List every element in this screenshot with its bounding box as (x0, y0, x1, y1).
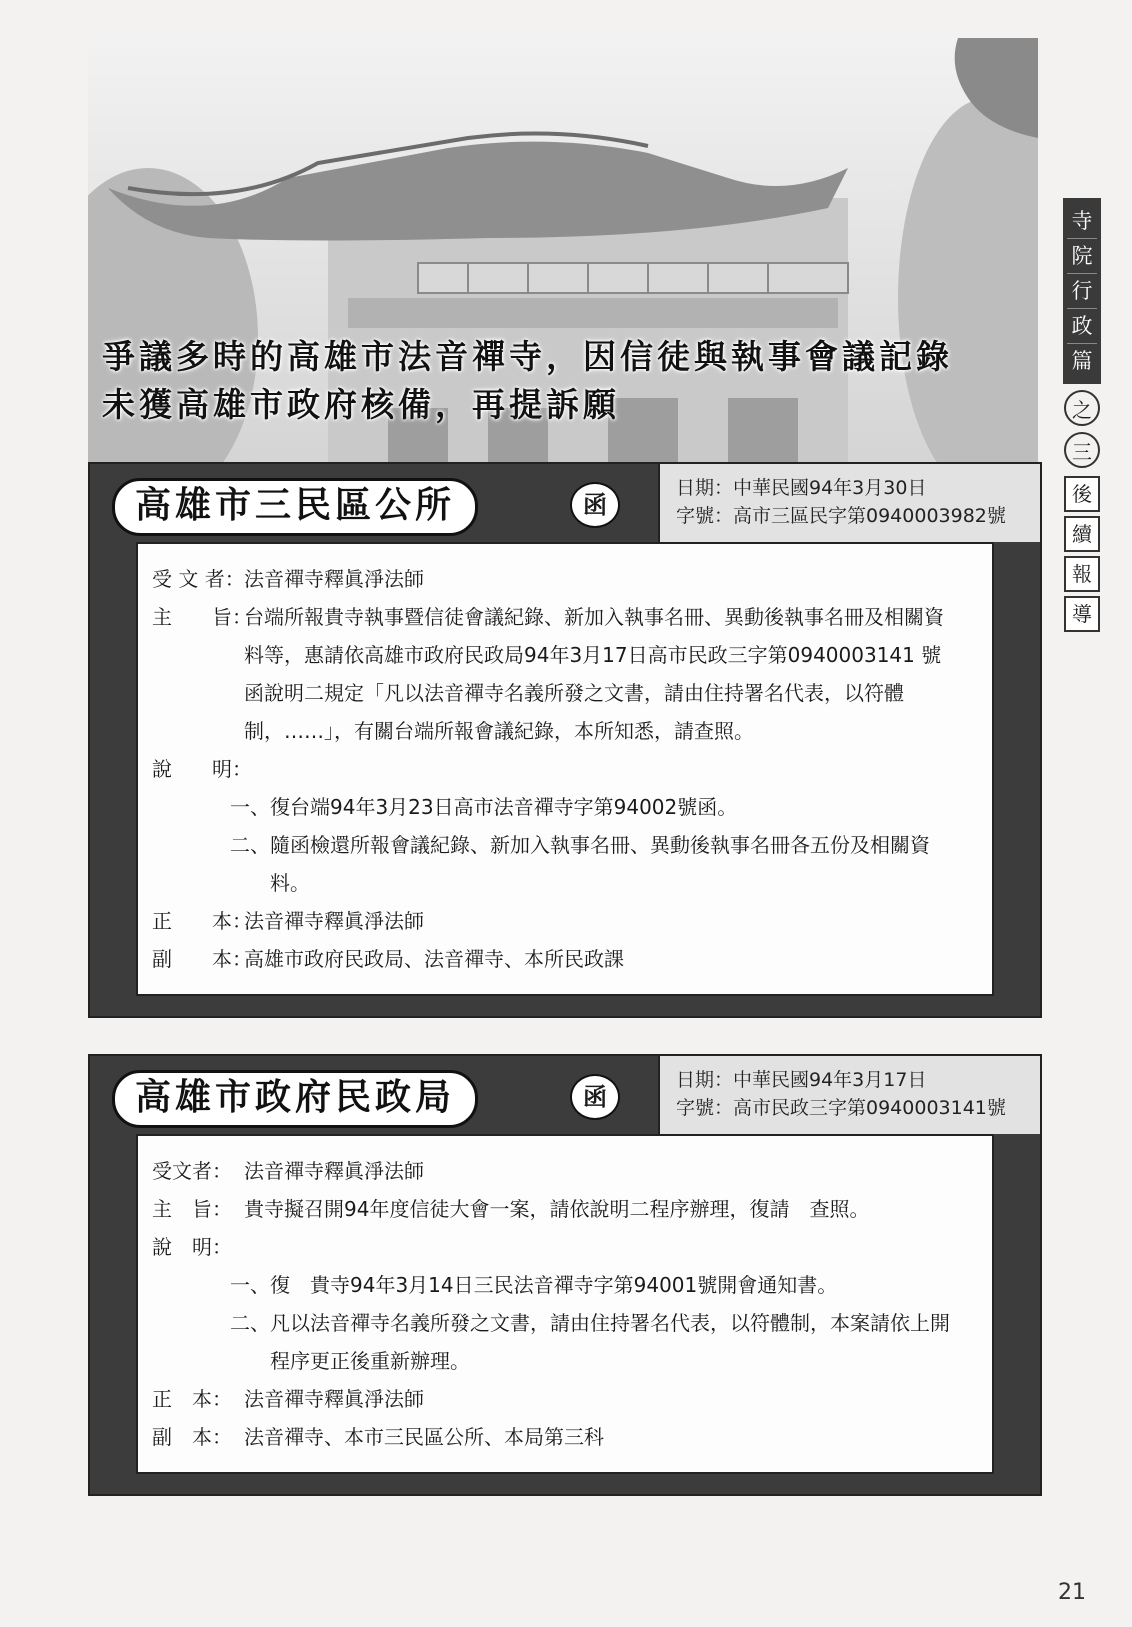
explanation-item (152, 788, 952, 826)
item-text: 隨函檢還所報會議紀錄、新加入執事名冊、異動後執事名冊各五份及相關資料。 (270, 833, 930, 895)
letter-header (90, 464, 1040, 542)
headline (102, 333, 1032, 429)
subject-label: 主 旨： (152, 1197, 232, 1221)
section-char: 行 (1067, 274, 1097, 309)
explanation-row (152, 1228, 952, 1266)
subject-value: 台端所報貴寺執事暨信徒會議紀錄、新加入執事名冊、異動後執事名冊及相關資料等，惠請依高雄市政府民政局94年3月17日高市民政三字第0940003141 號函說明二規定「凡以法音禪寺名義所發之文書，請由住持署名代表，以符體制，……」，有關台端所報會議紀錄，本所知悉，請查照。 (244, 605, 944, 743)
recipient-label: 受 文 者： (152, 567, 245, 591)
letter-date: 日期：中華民國94年3月30日 (676, 477, 927, 499)
explanation-item (152, 1304, 952, 1380)
item-text: 復台端94年3月23日高市法音禪寺字第94002號函。 (270, 795, 738, 819)
original-copy-label: 正 本： (152, 1387, 232, 1411)
letter-body (136, 1134, 994, 1474)
item-text: 凡以法音禪寺名義所發之文書，請由住持署名代表，以符體制，本案請依上開程序更正後重新辦理。 (270, 1311, 950, 1373)
section-subtitle-block (1064, 476, 1100, 636)
header-banner (88, 38, 1038, 468)
subtitle-char: 續 (1064, 516, 1100, 552)
section-sidebar (1063, 198, 1101, 636)
item-text: 復 貴寺94年3月14日三民法音禪寺字第94001號開會通知書。 (270, 1273, 838, 1297)
explanation-label: 說 明： (152, 757, 252, 781)
letter-type-badge: 函 (570, 1074, 620, 1120)
carbon-copy-row (152, 1418, 952, 1456)
letter-reference-number: 字號：高市民政三字第0940003141號 (676, 1097, 1006, 1119)
recipient-row (152, 1152, 952, 1190)
date-reference-box (658, 464, 1040, 542)
letter-date: 日期：中華民國94年3月17日 (676, 1069, 927, 1091)
carbon-copy-label: 副 本： (152, 947, 252, 971)
section-number-char: 三 (1064, 432, 1100, 468)
subject-value: 貴寺擬召開94年度信徒大會一案，請依說明二程序辦理，復請 查照。 (244, 1197, 870, 1221)
issuing-office: 高雄市政府民政局 (112, 1070, 478, 1128)
letter-reference-number: 字號：高市三區民字第0940003982號 (676, 505, 1006, 527)
official-letter-2 (88, 1054, 1042, 1496)
section-char: 寺 (1067, 204, 1097, 239)
item-number: 一、 (230, 1273, 270, 1297)
item-number: 二、 (230, 833, 270, 857)
subtitle-char: 導 (1064, 596, 1100, 632)
page-number: 21 (1058, 1580, 1086, 1605)
recipient-row (152, 560, 952, 598)
section-title-block (1063, 198, 1101, 384)
carbon-copy-row (152, 940, 952, 978)
headline-line-1: 爭議多時的高雄市法音禪寺，因信徒與執事會議記錄 (102, 337, 953, 376)
original-copy-value: 法音禪寺釋眞淨法師 (244, 909, 424, 933)
explanation-item (152, 826, 952, 902)
carbon-copy-value: 高雄市政府民政局、法音禪寺、本所民政課 (244, 947, 624, 971)
subtitle-char: 後 (1064, 476, 1100, 512)
subject-row (152, 1190, 952, 1228)
carbon-copy-label: 副 本： (152, 1425, 232, 1449)
original-copy-value: 法音禪寺釋眞淨法師 (244, 1387, 424, 1411)
headline-line-2: 未獲高雄市政府核備，再提訴願 (102, 385, 620, 424)
section-number-char: 之 (1064, 390, 1100, 426)
section-char: 院 (1067, 239, 1097, 274)
date-reference-box (658, 1056, 1040, 1134)
item-number: 一、 (230, 795, 270, 819)
explanation-item (152, 1266, 952, 1304)
letter-header (90, 1056, 1040, 1134)
original-copy-label: 正 本： (152, 909, 252, 933)
issuing-office: 高雄市三民區公所 (112, 478, 478, 536)
recipient-label: 受文者： (152, 1159, 232, 1183)
original-copy-row (152, 1380, 952, 1418)
section-char: 篇 (1071, 349, 1093, 373)
letter-body (136, 542, 994, 996)
carbon-copy-value: 法音禪寺、本市三民區公所、本局第三科 (244, 1425, 604, 1449)
explanation-row (152, 750, 952, 788)
original-copy-row (152, 902, 952, 940)
explanation-label: 說 明： (152, 1235, 232, 1259)
recipient-value: 法音禪寺釋眞淨法師 (244, 567, 424, 591)
letter-type-badge: 函 (570, 482, 620, 528)
item-number: 二、 (230, 1311, 270, 1335)
subtitle-char: 報 (1064, 556, 1100, 592)
subject-row (152, 598, 952, 750)
section-char: 政 (1067, 309, 1097, 344)
official-letter-1 (88, 462, 1042, 1018)
subject-label: 主 旨： (152, 605, 252, 629)
recipient-value: 法音禪寺釋眞淨法師 (244, 1159, 424, 1183)
